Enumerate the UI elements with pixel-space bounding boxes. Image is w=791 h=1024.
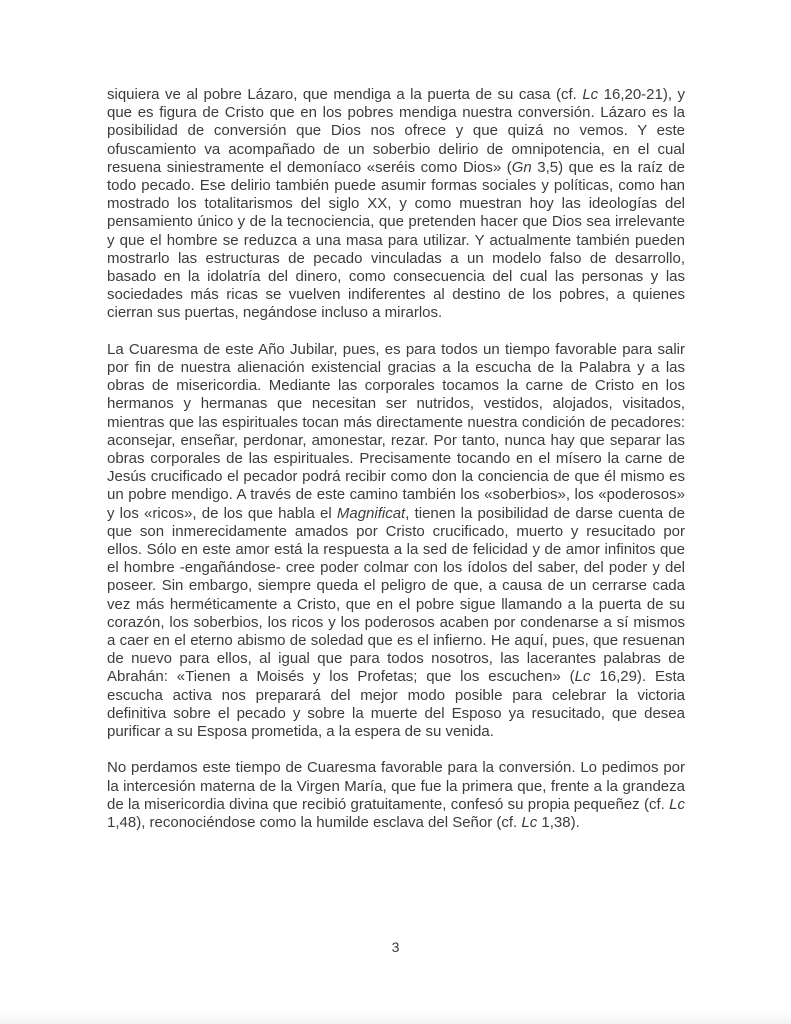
scan-shadow	[0, 1012, 791, 1024]
paragraph	[107, 759, 685, 832]
italic-text-run: Lc	[574, 668, 591, 686]
text-run: 1,38).	[537, 814, 580, 832]
paragraph	[107, 86, 685, 323]
italic-text-run: Magnificat	[336, 504, 406, 522]
italic-text-run: Gn	[511, 158, 532, 176]
italic-text-run: Lc	[669, 795, 685, 813]
text-run: No perdamos este tiempo de Cuaresma favorable para la conversión. Lo pedimos por la intercesión materna de la Virgen María, que fue la primera que, frente a la grandeza de la misericordia divina que recibió gratuitamente, confesó su propia pequeñez (cf.	[107, 759, 685, 813]
text-run: 16,20-21), y que es figura de Cristo que en los pobres mendiga nuestra conversión. Lázaro es la posibilidad de conversión que Dios nos ofrece y que quizá no vemos. Y este ofuscamiento va acompañado de un soberbio delirio de omnipotencia, en el cual resuena siniestramente el demoníaco «seréis como Dios» (	[107, 86, 685, 176]
text-run: , tienen la posibilidad de darse cuenta de que son inmerecidamente amados por Cristo crucificado, muerto y resucitado por ellos. Sólo en este amor está la respuesta a la sed de felicidad y de amor infinitos que el hombre -engañándose- cree poder colmar con los ídolos del saber, del poder y del poseer. Sin embargo, siempre queda el peligro de que, a causa de un cerrarse cada vez más herméticamente a Cristo, que en el pobre sigue llamando a la puerta de su corazón, los soberbios, los ricos y los poderosos acaben por condenarse a sí mismos a caer en el eterno abismo de soledad que es el infierno. He aquí, pues, que resuenan de nuevo para ellos, al igual que para todos nosotros, las lacerantes palabras de Abrahán: «Tienen a Moisés y los Profetas; que los escuchen» (	[107, 504, 685, 686]
page-number: 3	[391, 939, 400, 955]
text-run: 3,5) que es la raíz de todo pecado. Ese delirio también puede asumir formas sociales y políticas, como han mostrado los totalitarismos del siglo XX, y como muestran hoy las ideologías del pensamiento único y de la tecnociencia, que pretenden hacer que Dios sea irrelevante y que el hombre se reduzca a una masa para utilizar. Y actualmente también pueden mostrarlo las estructuras de pecado vinculadas a un modelo falso de desarrollo, basado en la idolatría del dinero, como consecuencia del cual las personas y las sociedades más ricas se vuelven indiferentes al destino de los pobres, a quienes cierran sus puertas, negándose incluso a mirarlos.	[107, 158, 685, 322]
paragraph	[107, 341, 685, 741]
text-run: 1,48), reconociéndose como la humilde esclava del Señor (cf.	[107, 814, 522, 832]
italic-text-run: Lc	[521, 814, 538, 832]
document-body	[107, 86, 685, 832]
text-run: 16,29). Esta escucha activa nos preparará del mejor modo posible para celebrar la victoria definitiva sobre el pecado y sobre la muerte del Esposo ya resucitado, que desea purificar a su Esposa prometida, a la espera de su venida.	[107, 668, 685, 741]
text-run: siquiera ve al pobre Lázaro, que mendiga a la puerta de su casa (cf.	[107, 86, 583, 103]
text-run: La Cuaresma de este Año Jubilar, pues, es para todos un tiempo favorable para salir por fin de nuestra alienación existencial gracias a la escucha de la Palabra y a las obras de misericordia. Mediante las corporales tocamos la carne de Cristo en los hermanos y hermanas que necesitan ser nutridos, vestidos, alojados, visitados, mientras que las espirituales tocan más directamente nuestra condición de pecadores: aconsejar, enseñar, perdonar, amonestar, rezar. Por tanto, nunca hay que separar las obras corporales de las espirituales. Precisamente tocando en el mísero la carne de Jesús crucificado el pecador podrá recibir como don la conciencia de que él mismo es un pobre mendigo. A través de este camino también los «soberbios», los «poderosos» y los «ricos», de los que habla el	[107, 340, 685, 522]
italic-text-run: Lc	[582, 86, 599, 103]
